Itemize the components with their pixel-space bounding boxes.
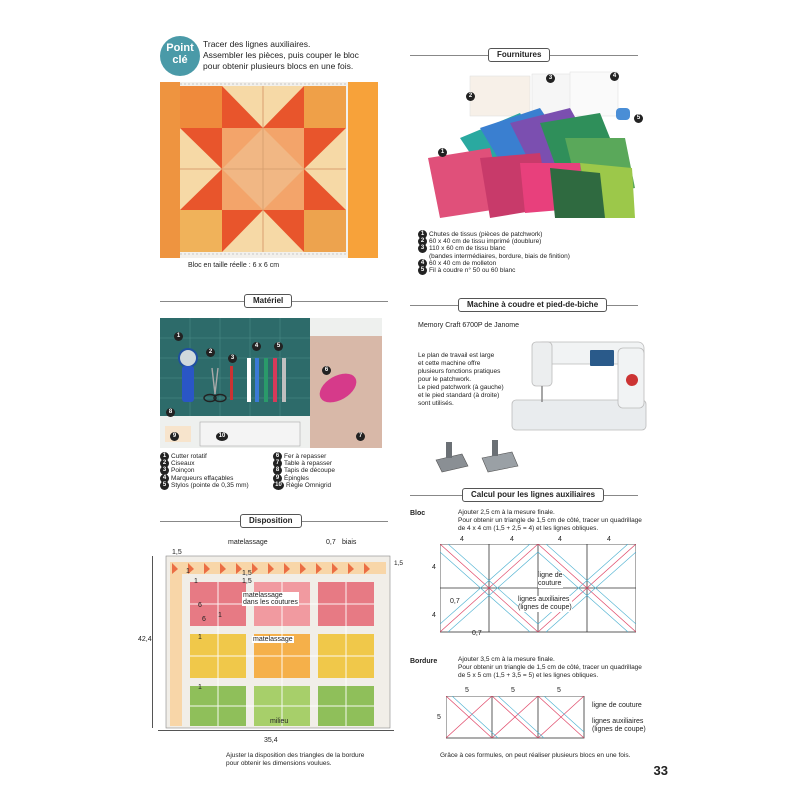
bloc-0-7-b: 0,7 <box>472 630 482 637</box>
list-item: 5 Stylos (pointe de 0,35 mm) <box>160 482 249 489</box>
bloc-lignes-aux-label: lignes auxiliaires (lignes de coupe) <box>518 596 572 611</box>
bordure-grid-illustration <box>446 696 586 740</box>
label-milieu: milieu <box>270 718 289 725</box>
list-item: 7 Table à repasser <box>273 460 335 467</box>
dimension-width: 35,4 <box>264 737 278 744</box>
label-1-5-d: 1,5 <box>242 578 252 585</box>
bordure-dim-2: 5 <box>511 687 515 694</box>
label-biais: biais <box>342 539 357 546</box>
star-block-illustration <box>160 82 378 258</box>
fabrics-illustration <box>420 68 645 228</box>
calcul-header <box>410 488 638 502</box>
label-1-c: 1 <box>198 634 202 641</box>
machine-description: Le plan de travail est large et cette machine offre plusieurs fonctions pratiques pour le patchwork. Le pied patchwork (à gauche) et le pied standard (à droite) sont utilisés. <box>418 352 504 407</box>
materiel-marker-8: 8 <box>166 404 177 422</box>
bloc-dim-4: 4 <box>607 536 611 543</box>
calcul-title: Calcul pour les lignes auxiliaires <box>462 488 604 502</box>
bordure-dim-1: 5 <box>465 687 469 694</box>
bloc-dim-5: 4 <box>432 564 436 571</box>
point-cle-text: Tracer des lignes auxiliaires. Assembler les pièces, puis couper le bloc pour obtenir plusieurs blocs en une fois. <box>203 39 359 71</box>
fournitures-header <box>410 48 638 62</box>
bloc-caption: Bloc en taille réelle : 6 x 6 cm <box>188 262 280 269</box>
fournitures-marker-2: 2 <box>466 88 477 106</box>
calcul-bordure-text: Ajouter 3,5 cm à la mesure finale. Pour obtenir un triangle de 1,5 cm de côté, tracer un quadrillage de 5 x 5 cm (1,5 + 3,5 = 5) et les lignes obliques. <box>458 656 642 679</box>
bordure-dim-4: 5 <box>437 714 441 721</box>
disposition-header <box>160 514 388 528</box>
calcul-footer: Grâce à ces formules, on peut réaliser plusieurs blocs en une fois. <box>440 752 631 759</box>
fournitures-marker-1: 1 <box>438 144 449 162</box>
label-6-a: 6 <box>198 602 202 609</box>
page-number: 33 <box>653 763 668 778</box>
label-1-5-b: 1,5 <box>394 560 404 567</box>
materiel-list-left <box>160 453 249 489</box>
dimension-height: 42,4 <box>138 636 152 643</box>
label-6-b: 6 <box>202 616 206 623</box>
materiel-marker-5: 5 <box>274 338 285 356</box>
list-item: 10 Règle Omnigrid <box>273 482 335 489</box>
fournitures-marker-3: 3 <box>546 70 557 88</box>
label-1-5-c: 1,5 <box>242 570 252 577</box>
bloc-dim-6: 4 <box>432 612 436 619</box>
list-item: 1 Cutter rotatif <box>160 453 249 460</box>
materiel-marker-6: 6 <box>322 362 333 380</box>
width-dimension-line <box>158 730 394 731</box>
list-item: 4 60 x 40 cm de molleton <box>418 260 570 267</box>
fournitures-marker-5: 5 <box>634 110 645 128</box>
list-item: 2 60 x 40 cm de tissu imprimé (doublure) <box>418 238 570 245</box>
label-1-e: 1 <box>218 612 222 619</box>
quilt-layout-diagram <box>158 539 404 732</box>
list-item: (bandes intermédiaires, bordure, biais de finition) <box>429 252 570 260</box>
bordure-grid-diagram <box>446 696 586 740</box>
calcul-bloc-text: Ajouter 2,5 cm à la mesure finale. Pour obtenir un triangle de 1,5 cm de côté, tracer un quadrillage de 4 x 4 cm (1,5 + 2,5 = 4) et les lignes obliques. <box>458 509 642 532</box>
list-item: 5 Fil à coudre n° 50 ou 60 blanc <box>418 267 570 274</box>
list-item: 2 Ciseaux <box>160 460 249 467</box>
materiel-header <box>160 294 388 308</box>
bloc-dim-1: 4 <box>460 536 464 543</box>
bordure-aux-label: lignes auxiliaires (lignes de coupe) <box>592 718 646 733</box>
calcul-bloc-label: Bloc <box>410 510 426 517</box>
bloc-grid-illustration <box>440 544 636 634</box>
presser-foot-icon <box>432 440 522 476</box>
fournitures-photo <box>420 68 645 228</box>
fournitures-title: Fournitures <box>488 48 550 62</box>
materiel-title: Matériel <box>244 294 292 308</box>
materiel-marker-7: 7 <box>356 428 367 446</box>
label-0-7: 0,7 <box>326 539 336 546</box>
materiel-marker-2: 2 <box>206 344 217 362</box>
tools-illustration <box>160 318 382 448</box>
materiel-marker-1: 1 <box>174 328 185 346</box>
materiel-marker-9: 9 <box>170 428 181 446</box>
bloc-dim-2: 4 <box>510 536 514 543</box>
bloc-dim-3: 4 <box>558 536 562 543</box>
calcul-bordure-label: Bordure <box>410 658 438 665</box>
materiel-photo <box>160 318 382 448</box>
label-matelassage-coutures: matelassage dans les coutures <box>243 592 298 606</box>
list-item: 9 Épingles <box>273 475 335 482</box>
label-1-b: 1 <box>194 578 198 585</box>
materiel-marker-4: 4 <box>252 338 263 356</box>
fournitures-marker-4: 4 <box>610 68 621 86</box>
list-item: 1 Chutes de tissus (pièces de patchwork) <box>418 231 570 238</box>
height-dimension-line <box>152 556 153 728</box>
label-1-d: 1 <box>198 684 202 691</box>
list-item: 8 Tapis de découpe <box>273 467 335 474</box>
bloc-photo <box>160 82 378 258</box>
list-item: 4 Marqueurs effaçables <box>160 475 249 482</box>
presser-feet-image <box>432 440 522 476</box>
point-cle-badge: Point clé <box>160 36 200 76</box>
sewing-machine-icon <box>508 330 648 440</box>
machine-header <box>410 298 638 312</box>
machine-title: Machine à coudre et pied-de-biche <box>458 298 607 312</box>
label-1-a: 1 <box>186 568 190 575</box>
label-matelassage-mid: matelassage <box>253 636 293 643</box>
list-item: 6 Fer à repasser <box>273 453 335 460</box>
disposition-note: Ajuster la disposition des triangles de la bordure pour obtenir les dimensions voulues. <box>226 752 365 767</box>
bordure-dim-3: 5 <box>557 687 561 694</box>
label-matelassage-top: matelassage <box>228 539 268 546</box>
label-1-5-a: 1,5 <box>172 549 182 556</box>
machine-model: Memory Craft 6700P de Janome <box>418 322 520 329</box>
materiel-list-right <box>273 453 335 489</box>
bloc-0-7-a: 0,7 <box>450 598 460 605</box>
list-item: 3 Poinçon <box>160 467 249 474</box>
bloc-ligne-couture-label: ligne de couture <box>538 572 563 587</box>
sewing-machine-image <box>508 330 648 440</box>
materiel-marker-3: 3 <box>228 350 239 368</box>
bordure-couture-label: ligne de couture <box>592 702 642 709</box>
fournitures-list <box>418 231 570 274</box>
materiel-marker-10: 10 <box>216 428 230 446</box>
list-item: 3 110 x 60 cm de tissu blanc <box>418 245 570 252</box>
bloc-grid-diagram <box>440 544 636 634</box>
disposition-title: Disposition <box>240 514 302 528</box>
